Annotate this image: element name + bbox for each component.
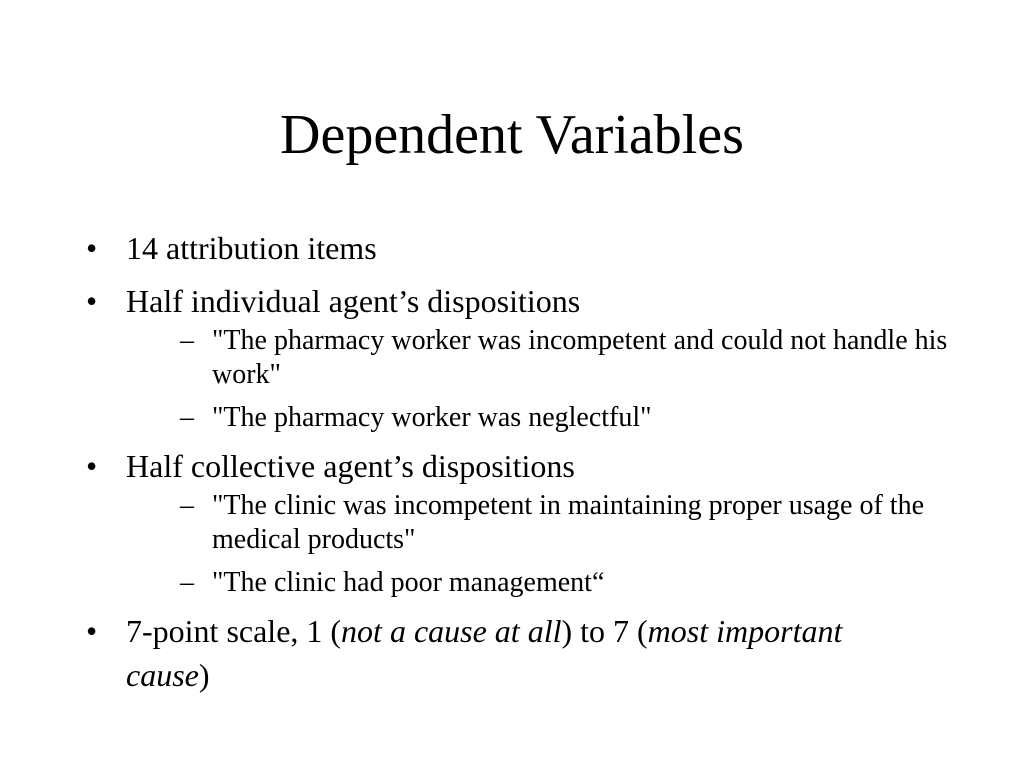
bullet-list (86, 226, 986, 706)
bullet-icon: • (86, 448, 98, 484)
dash-icon: – (180, 490, 194, 521)
dash-icon: – (180, 402, 194, 433)
list-item (86, 279, 986, 435)
list-item (86, 226, 986, 270)
sub-item-text: "The clinic had poor management“ (212, 567, 605, 598)
sub-list-item (126, 401, 992, 435)
scale-high-anchor: most important cause (126, 613, 843, 693)
scale-low-anchor: not a cause at all (341, 613, 562, 649)
sub-item-text: "The pharmacy worker was neglectful" (212, 402, 652, 433)
bullet-icon: • (86, 613, 98, 649)
sub-list-item (126, 489, 992, 557)
sub-item-text: "The pharmacy worker was incompetent and could not handle his work" (212, 325, 948, 390)
sub-list-item (126, 324, 992, 392)
dash-icon: – (180, 325, 194, 356)
scale-text: 7-point scale, 1 ( (126, 613, 342, 649)
scale-text: ) to 7 ( (561, 613, 648, 649)
list-item (86, 609, 886, 697)
slide-title: Dependent Variables (280, 104, 744, 166)
bullet-icon: • (86, 283, 98, 319)
sub-list-item (126, 566, 992, 600)
item-text: Half individual agent’s dispositions (126, 283, 581, 319)
item-text: 14 attribution items (126, 230, 377, 266)
dash-icon: – (180, 567, 194, 598)
sub-item-text: "The clinic was incompetent in maintaining proper usage of the medical products" (212, 490, 924, 555)
item-text (126, 613, 842, 693)
bullet-icon: • (86, 230, 98, 266)
list-item (86, 444, 986, 600)
scale-text: ) (198, 657, 210, 693)
sub-list (126, 324, 986, 435)
sub-list (126, 489, 986, 600)
item-text: Half collective agent’s dispositions (126, 448, 575, 484)
